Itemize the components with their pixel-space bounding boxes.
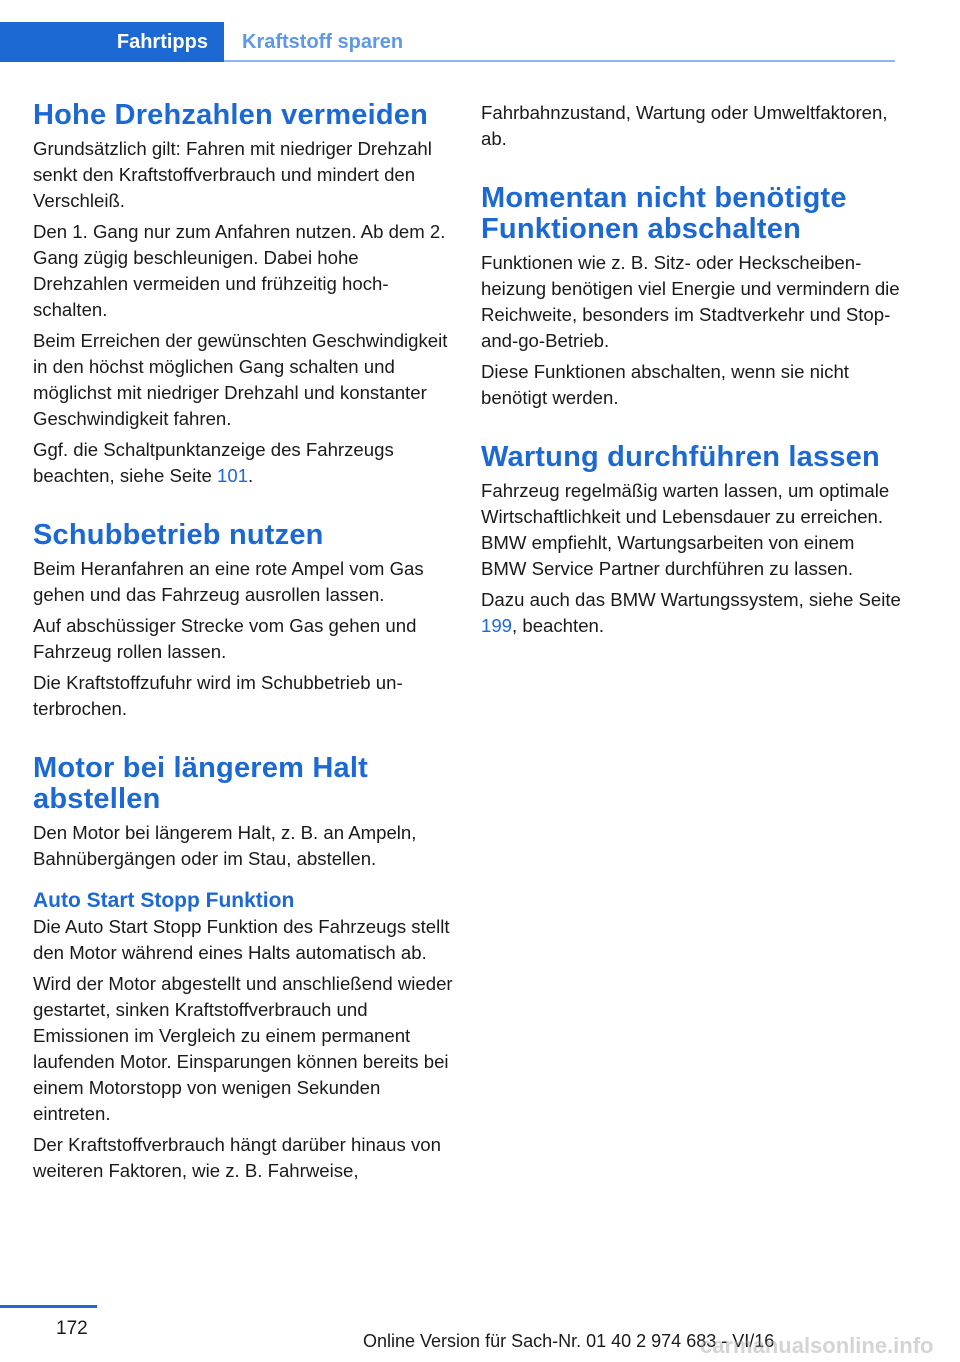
paragraph: Beim Erreichen der gewünschten Geschwindigkeit in den höchst möglichen Gang schalten und möglichst mit niedriger Drehzahl und konstanter Geschwindigkeit fahren. <box>33 330 448 429</box>
paragraph: Die Kraftstoffzufuhr wird im Schubbetrieb unterbrochen. <box>33 672 403 719</box>
paragraph: Fahrbahnzustand, Wartung oder Umweltfaktoren, ab. <box>481 102 888 149</box>
heading-schubbetrieb: Schubbetrieb nutzen <box>33 519 324 551</box>
footer-divider <box>0 1305 97 1308</box>
heading-hohe-drehzahlen: Hohe Drehzahlen vermeiden <box>33 99 428 131</box>
page-link-101[interactable]: 101 <box>217 465 249 486</box>
page-link-199[interactable]: 199 <box>481 615 513 636</box>
paragraph: Fahrzeug regelmäßig warten lassen, um optimale Wirtschaftlichkeit und Lebensdauer zu erreichen. BMW empfiehlt, Wartungsarbeiten von einem BMW Service Partner durchführen zu lassen. <box>481 480 890 579</box>
paragraph: Diese Funktionen abschalten, wenn sie nicht benötigt werden. <box>481 361 849 408</box>
section-tab-fahrtipps[interactable]: Fahrtipps <box>0 22 224 62</box>
paragraph: Funktionen wie z. B. Sitz- oder Heckscheibenheizung benötigen viel Energie und vermindern die Reichweite, besonders im Stadtverkehr und Stop-and-go-Betrieb. <box>481 252 900 351</box>
heading-motor-abstellen: Motor bei längerem Halt abstellen <box>33 752 368 815</box>
paragraph: Die Auto Start Stopp Funktion des Fahrzeugs stellt den Motor während eines Halts automatisch ab. <box>33 916 450 963</box>
page-number: 172 <box>56 1318 88 1339</box>
page-header <box>0 22 895 62</box>
left-column <box>33 100 453 1184</box>
paragraph: Der Kraftstoffverbrauch hängt darüber hinaus von weiteren Faktoren, wie z. B. Fahrweise, <box>33 1134 441 1181</box>
paragraph-text: Dazu auch das BMW Wartungssystem, siehe Seite <box>481 589 901 610</box>
paragraph: Beim Heranfahren an eine rote Ampel vom Gas gehen und das Fahrzeug ausrollen lassen. <box>33 558 424 605</box>
watermark: carmanualsonline.info <box>700 1333 934 1358</box>
paragraph: Auf abschüssiger Strecke vom Gas gehen und Fahrzeug rollen lassen. <box>33 615 417 662</box>
paragraph: Wird der Motor abgestellt und anschließend wieder gestartet, sinken Kraftstoffverbrauch und Emissionen im Vergleich zu einem permanent laufenden Motor. Einsparungen können bereits bei einem Motorstopp von wenigen Sekunden eintreten. <box>33 973 453 1124</box>
paragraph: Den Motor bei längerem Halt, z. B. an Ampeln, Bahnübergängen oder im Stau, abstellen. <box>33 822 417 869</box>
heading-wartung: Wartung durchführen lassen <box>481 441 880 473</box>
header-divider <box>224 60 895 62</box>
paragraph <box>33 437 453 489</box>
section-tab-kraftstoff-sparen[interactable]: Kraftstoff sparen <box>242 31 404 53</box>
heading-funktionen-abschalten: Momentan nicht benötigte Funktionen abschalten <box>481 182 847 245</box>
subheading-auto-start-stopp: Auto Start Stopp Funktion <box>33 889 295 912</box>
online-version-note: Online Version für Sach-Nr. 01 40 2 974 683 - VI/16 <box>363 1331 775 1351</box>
paragraph-text: , beachten. <box>512 615 605 636</box>
right-column <box>481 100 901 639</box>
paragraph: Grundsätzlich gilt: Fahren mit niedriger Drehzahl senkt den Kraftstoffverbrauch und mindert den Verschleiß. <box>33 138 432 211</box>
paragraph-text: . <box>248 465 254 486</box>
paragraph <box>481 587 901 639</box>
paragraph-text: Ggf. die Schaltpunktanzeige des Fahrzeugs beachten, siehe Seite <box>33 439 394 486</box>
paragraph: Den 1. Gang nur zum Anfahren nutzen. Ab dem 2. Gang zügig beschleunigen. Dabei hohe Drehzahlen vermeiden und frühzeitig hochschalten. <box>33 221 446 320</box>
